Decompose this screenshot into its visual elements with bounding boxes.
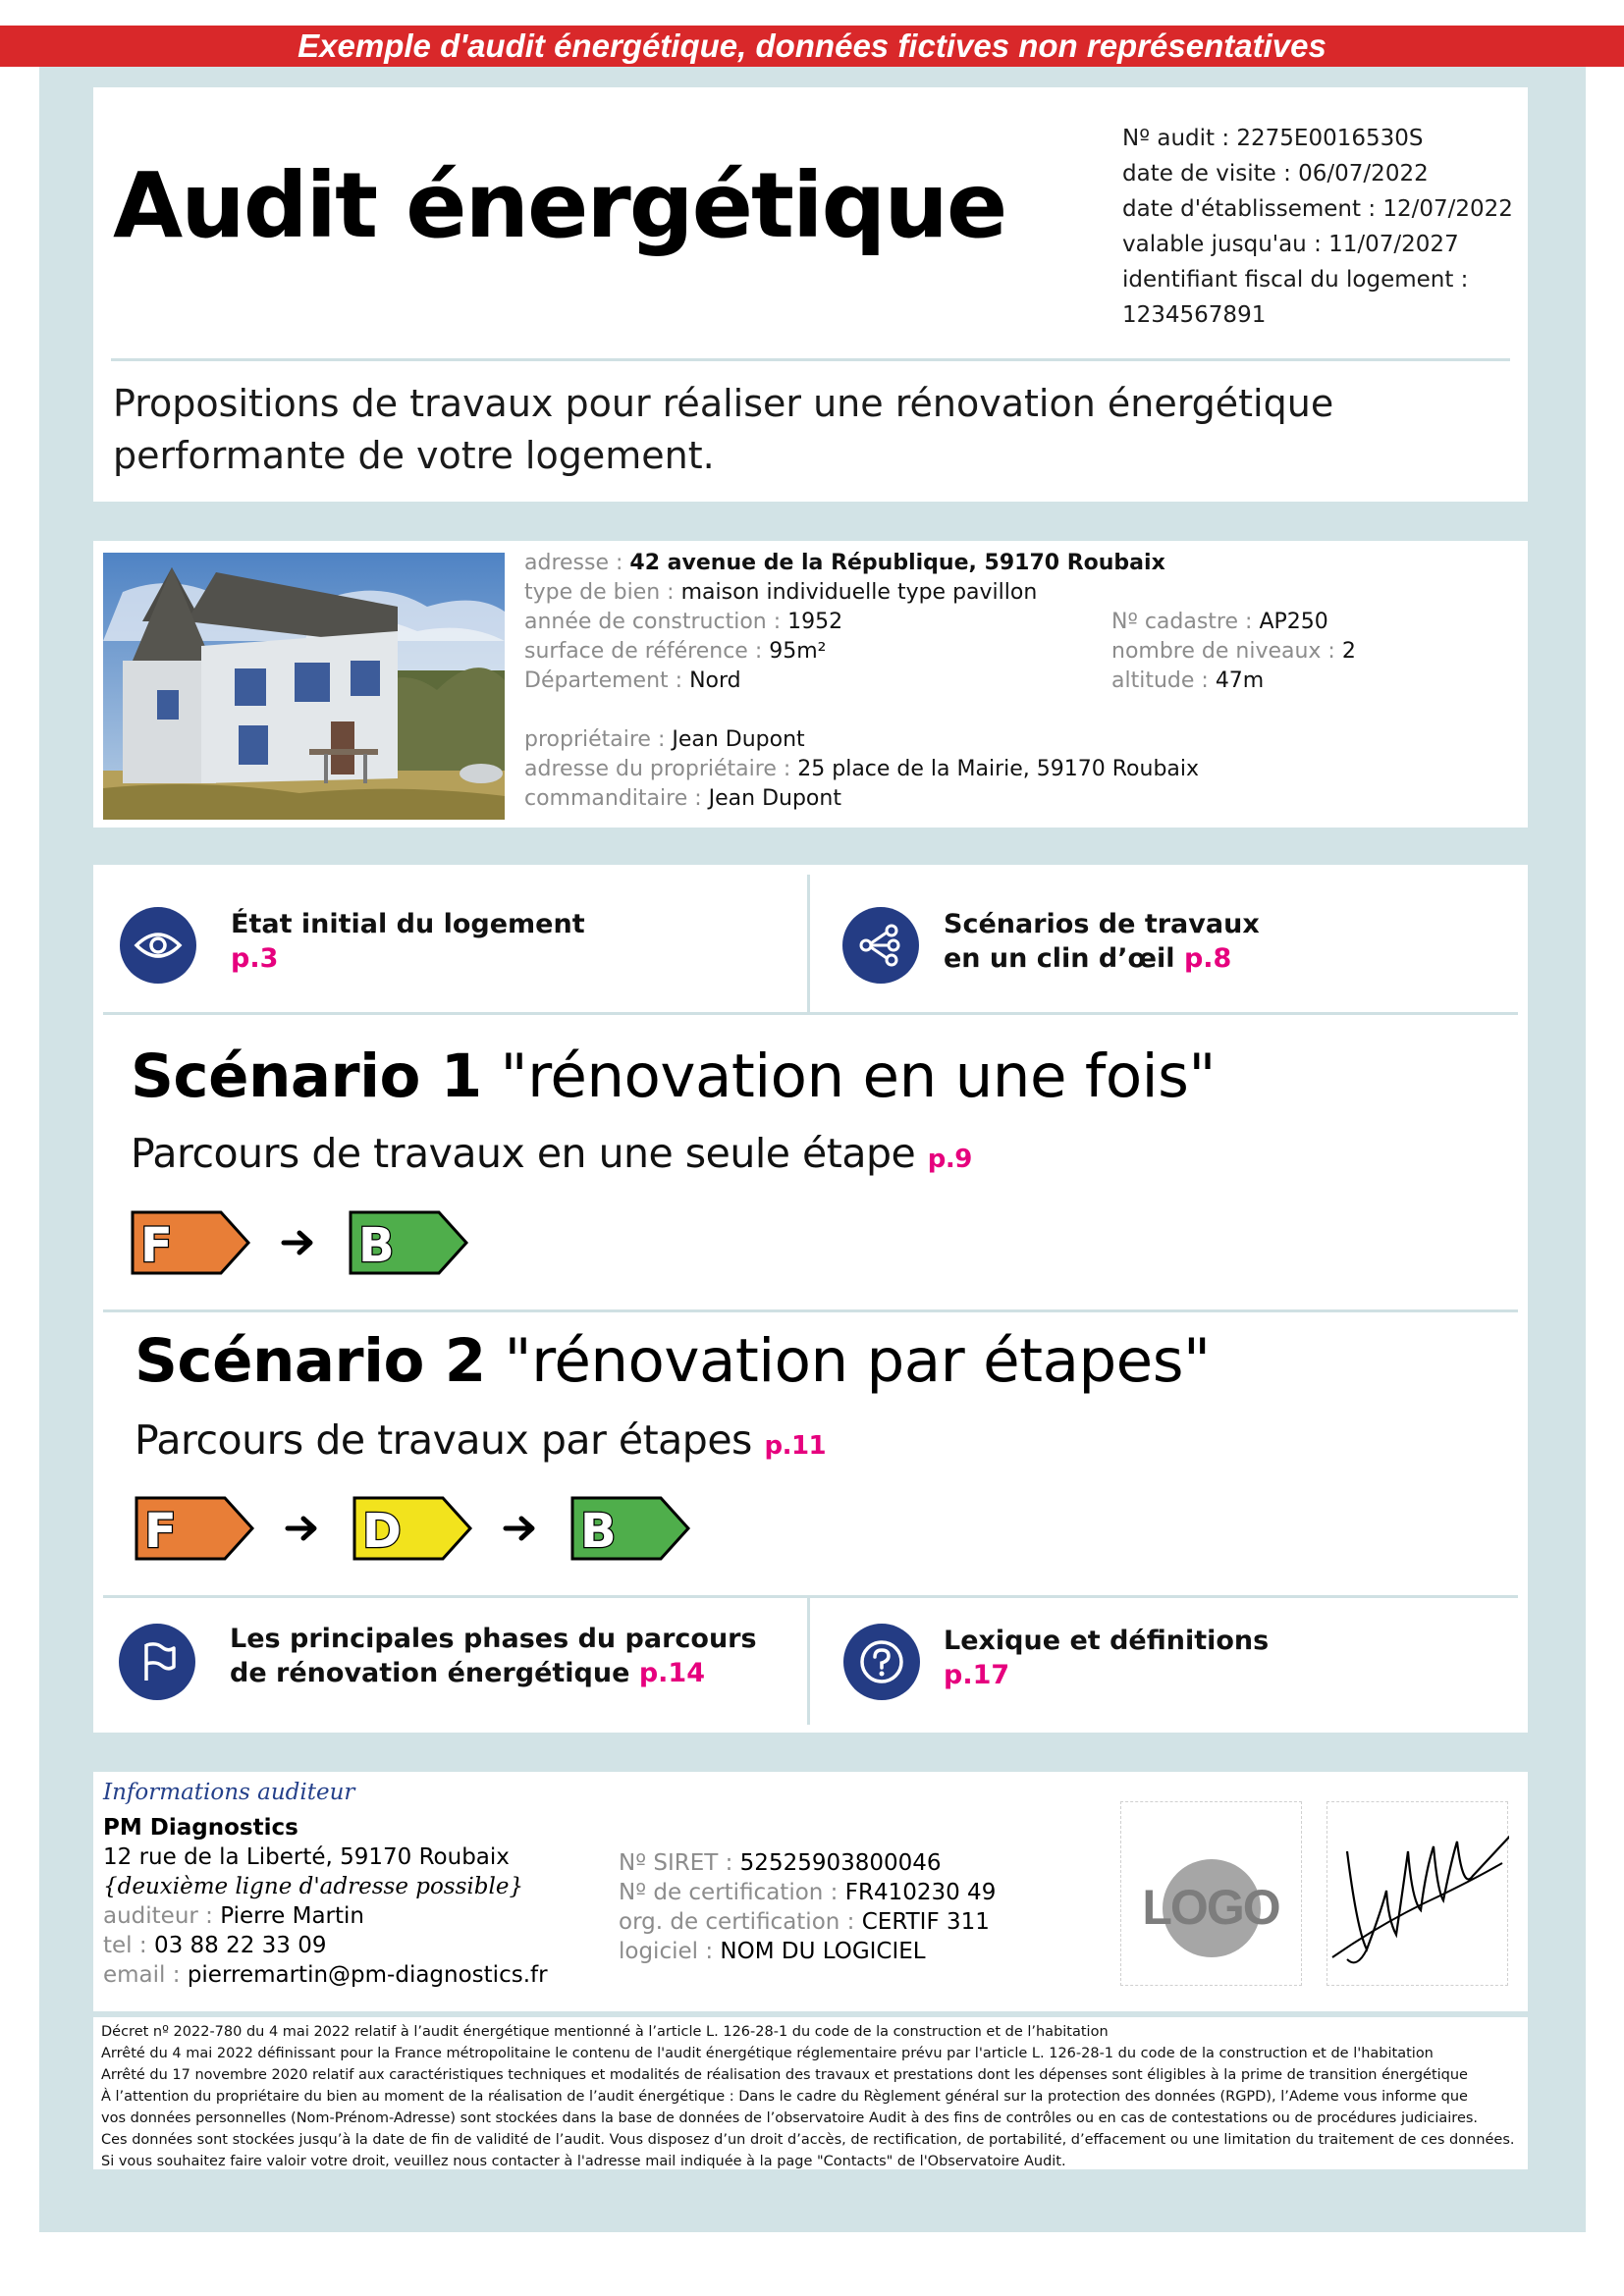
- scenario-1-class-letter: B: [358, 1218, 395, 1273]
- nav-glossary[interactable]: [944, 1624, 1269, 1692]
- legal-line: vos données personnelles (Nom-Prénom-Adresse) sont stockées dans la base de données de l’observatoire Audit à des fins de contrôles ou en cas de contestations ou de procédures judiciaires.: [101, 2110, 1479, 2126]
- nav-initial-state[interactable]: [231, 907, 585, 976]
- legal-notice: [93, 2017, 1528, 2169]
- nav-phases[interactable]: [230, 1622, 757, 1690]
- address-row: adresse : 42 avenue de la République, 59170 Roubaix: [524, 551, 1165, 575]
- scenario-1-class-path: [131, 1210, 720, 1275]
- flag-icon: [119, 1624, 195, 1700]
- nav-initial-state-label: État initial du logement: [231, 909, 585, 939]
- nav-scenarios-label: Scénarios de travaux: [944, 909, 1260, 939]
- cert-number-row: Nº de certification : FR410230 49: [619, 1880, 997, 1905]
- nav-scenarios-page: p.8: [1183, 943, 1232, 974]
- client-row: commanditaire : Jean Dupont: [524, 786, 841, 811]
- logo-placeholder: [1120, 1801, 1302, 1986]
- legal-line: Arrêté du 4 mai 2022 définissant pour la France métropolitaine le contenu de l'audit énergétique réglementaire prévu par l'article L. 126-28-1 du code de la construction et de l'habitation: [101, 2046, 1434, 2061]
- visit-date: date de visite : 06/07/2022: [1122, 161, 1429, 187]
- divider: [111, 358, 1510, 361]
- nav-scenarios-label-2: en un clin d’œil: [944, 943, 1175, 974]
- audit-number: Nº audit : 2275E0016530S: [1122, 126, 1424, 151]
- property-details-right: [1111, 608, 1356, 696]
- email-row: email : pierremartin@pm-diagnostics.fr: [103, 1962, 548, 1988]
- divider: [807, 875, 810, 1014]
- siret-row: Nº SIRET : 52525903800046: [619, 1850, 942, 1876]
- scenario-1-page[interactable]: p.9: [927, 1145, 972, 1174]
- signature: [1326, 1801, 1508, 1986]
- eye-icon: [120, 907, 196, 984]
- logo-text: LOGO: [1142, 1880, 1279, 1935]
- scenario-1-class-letter: F: [140, 1218, 173, 1273]
- nav-phases-page: p.14: [638, 1658, 705, 1688]
- scenario-1-class-B: [349, 1210, 471, 1275]
- scenario-2-subtitle: Parcours de travaux par étapes p.11: [135, 1416, 827, 1464]
- scenario-2-page[interactable]: p.11: [764, 1431, 827, 1461]
- house-photo: [103, 553, 505, 820]
- property-card: [93, 541, 1528, 828]
- legal-line: Arrêté du 17 novembre 2020 relatif aux caractéristiques techniques et modalités de réalisation des travaux et prestations dont les dépenses sont éligibles à la prime de transition énergétique: [101, 2067, 1468, 2083]
- divider: [807, 1597, 810, 1725]
- divider: [103, 1012, 1518, 1015]
- auditor-contact: [103, 1813, 548, 1990]
- scenario-2-class-path: [135, 1496, 822, 1561]
- altitude-row: altitude : 47m: [1111, 668, 1265, 693]
- property-details: [524, 549, 1199, 814]
- scenario-2-class-letter: F: [144, 1504, 177, 1559]
- legal-line: À l’attention du propriétaire du bien au moment de la réalisation de l’audit énergétique : Dans le cadre du Règlement général sur la protection des données (RGPD), l’Ademe vous informe que: [101, 2089, 1468, 2105]
- cert-org-row: org. de certification : CERTIF 311: [619, 1909, 990, 1935]
- auditor-card: [93, 1772, 1528, 2011]
- nav-phases-label-2: de rénovation énergétique: [230, 1658, 630, 1688]
- tel-row: tel : 03 88 22 33 09: [103, 1933, 327, 1958]
- legal-line: Ces données sont stockées jusqu’à la date de fin de validité de l’audit. Vous disposez d’un droit d’accès, de rectification, de portabilité, d’effacement ou une limitation du traitement de ces données.: [101, 2132, 1515, 2148]
- scenario-2-class-letter: B: [580, 1504, 617, 1559]
- valid-until: valable jusqu'au : 11/07/2027: [1122, 232, 1459, 257]
- auditor-certification: [619, 1848, 996, 1966]
- owner-row: propriétaire : Jean Dupont: [524, 727, 805, 752]
- department-row: Département : Nord: [524, 668, 741, 693]
- fiscal-id-value: 1234567891: [1122, 302, 1267, 328]
- property-address: 42 avenue de la République, 59170 Roubaix: [629, 551, 1165, 575]
- scenario-1-title: Scénario 1 "rénovation en une fois": [131, 1041, 1216, 1111]
- company-name: PM Diagnostics: [103, 1815, 298, 1841]
- network-icon: [842, 907, 919, 984]
- software-row: logiciel : NOM DU LOGICIEL: [619, 1939, 926, 1964]
- auditor-name-row: auditeur : Pierre Martin: [103, 1903, 364, 1929]
- issue-date: date d'établissement : 12/07/2022: [1122, 196, 1513, 222]
- legal-line: Si vous souhaitez faire valoir votre droit, veuillez nous contacter à l'adresse mail indiquée à la page "Contacts" de l'Observatoire Audit.: [101, 2154, 1066, 2169]
- question-icon: [843, 1624, 920, 1700]
- owner-address-row: adresse du propriétaire : 25 place de la Mairie, 59170 Roubaix: [524, 757, 1200, 781]
- sample-disclaimer-banner: Exemple d'audit énergétique, données fictives non représentatives: [0, 26, 1624, 67]
- nav-glossary-page: p.17: [944, 1660, 1010, 1690]
- scenario-2-class-B: [570, 1496, 693, 1561]
- auditor-email[interactable]: pierremartin@pm-diagnostics.fr: [187, 1962, 548, 1988]
- divider: [103, 1595, 1518, 1598]
- cadastre-row: Nº cadastre : AP250: [1111, 610, 1328, 634]
- scenario-2-class-F: [135, 1496, 257, 1561]
- nav-phases-label: Les principales phases du parcours: [230, 1624, 757, 1654]
- arrow-right-icon: [284, 1512, 323, 1545]
- auditor-heading: Informations auditeur: [103, 1780, 355, 1805]
- scenario-1-subtitle: Parcours de travaux en une seule étape p.9: [131, 1130, 972, 1177]
- levels-row: nombre de niveaux : 2: [1111, 639, 1356, 664]
- document-title: Audit énergétique: [113, 153, 1006, 258]
- year-row: année de construction : 1952: [524, 610, 843, 634]
- scenario-2-class-letter: D: [362, 1504, 402, 1559]
- header-card: [93, 87, 1528, 502]
- divider: [103, 1309, 1518, 1312]
- nav-initial-state-page: p.3: [231, 943, 279, 974]
- fiscal-id-label: identifiant fiscal du logement :: [1122, 267, 1469, 293]
- scenario-2-title: Scénario 2 "rénovation par étapes": [135, 1326, 1211, 1396]
- nav-glossary-label: Lexique et définitions: [944, 1626, 1270, 1656]
- summary-card: [93, 865, 1528, 1733]
- company-street: 12 rue de la Liberté, 59170 Roubaix: [103, 1844, 510, 1870]
- audit-metadata: [1122, 121, 1513, 333]
- arrow-right-icon: [502, 1512, 541, 1545]
- nav-scenarios-overview[interactable]: [944, 907, 1260, 976]
- legal-line: Décret nº 2022-780 du 4 mai 2022 relatif à l’audit énergétique mentionné à l’article L. 126-28-1 du code de la construction et de l’habitation: [101, 2024, 1109, 2040]
- surface-row: surface de référence : 95m²: [524, 639, 827, 664]
- document-subtitle: Propositions de travaux pour réaliser une rénovation énergétique performante de votre logement.: [113, 382, 1334, 477]
- arrow-right-icon: [280, 1226, 319, 1259]
- type-row: type de bien : maison individuelle type pavillon: [524, 580, 1038, 605]
- scenario-2-class-D: [352, 1496, 475, 1561]
- scenario-1-class-F: [131, 1210, 253, 1275]
- company-address-line-2: {deuxième ligne d'adresse possible}: [103, 1874, 524, 1899]
